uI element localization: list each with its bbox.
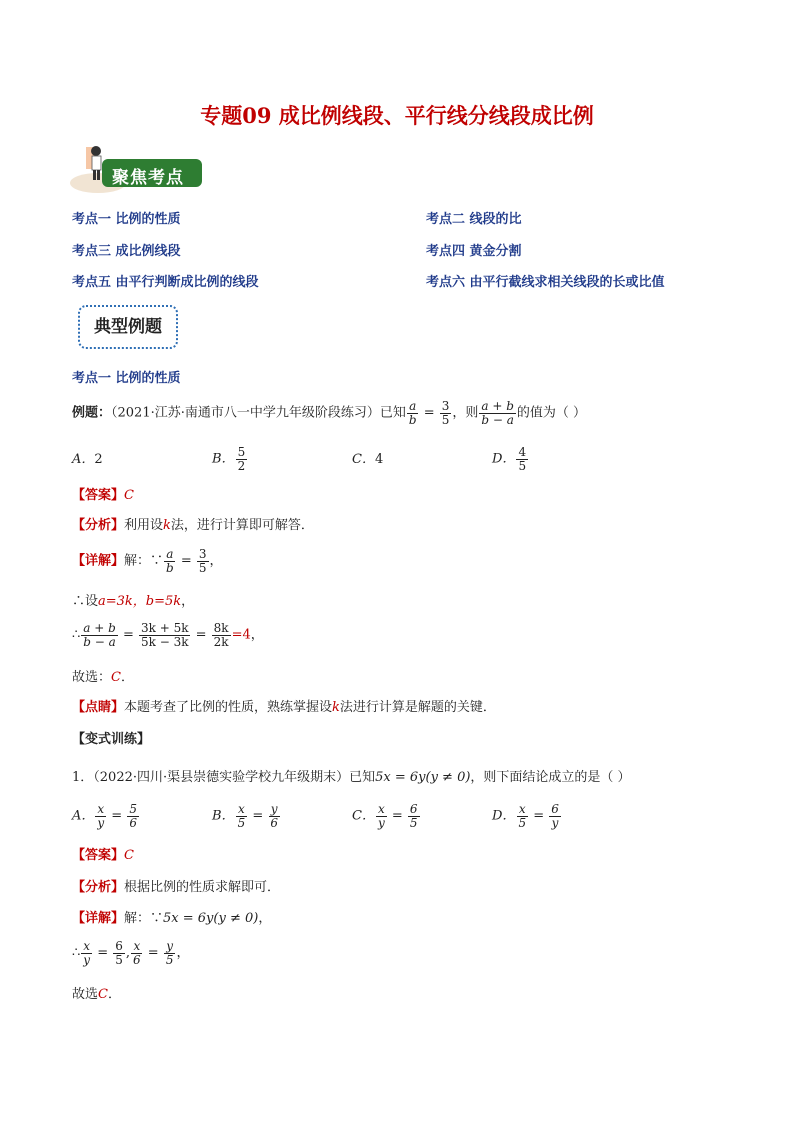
focus-badge: [66, 143, 204, 195]
cond-rhs-fraction: $\frac{3}{5}$: [441, 399, 450, 427]
example-analysis: 【分析】利用设k法，进行计算即可解答．: [72, 518, 314, 533]
q1-choose: 故选C．: [72, 987, 121, 1002]
example-comment: 【点睛】本题考查了比例的性质，熟练掌握设k法进行计算是解题的关键．: [72, 700, 496, 715]
example-step-calc: ∴ $\frac{a + b}{b - a}$ = $\frac{3k + 5k}{5k - 3k}$ = $\frac{8k}{2k}$ =4，: [72, 621, 264, 649]
kaodian-item-5[interactable]: 考点五 由平行判断成比例的线段: [72, 275, 259, 290]
example-source: （2021·江苏·南通市八一中学九年级阶段练习）已知: [111, 405, 406, 421]
example-choose: 故选：C．: [72, 670, 134, 685]
kaodian-item-2[interactable]: 考点二 线段的比: [426, 212, 522, 227]
kaodian-item-1[interactable]: 考点一 比例的性质: [72, 212, 181, 227]
q1-detail: 【详解】解：∵5x = 6y(y ≠ 0)，: [72, 911, 272, 926]
option-a[interactable]: A．2: [72, 451, 103, 467]
example-detail: 【详解】解：∵ $\frac{a}{b}$ = $\frac{3}{5}$ ，: [72, 547, 223, 575]
question-fraction: $\frac{a + b}{b - a}$: [481, 399, 514, 427]
typical-example-box: 典型例题: [78, 305, 178, 349]
kaodian-item-6[interactable]: 考点六 由平行截线求相关线段的长或比值: [426, 275, 665, 290]
example-options: [72, 446, 529, 472]
focus-badge-label: 聚焦考点: [112, 168, 184, 188]
option-b[interactable]: B． $\frac{5}{2}$: [212, 445, 246, 473]
q1-option-a[interactable]: A． $\frac{x}{y}$ = $\frac{5}{6}$: [72, 802, 137, 830]
q1-options: [72, 803, 562, 829]
q1-option-d[interactable]: D． $\frac{x}{5}$ = $\frac{6}{y}$: [492, 802, 559, 830]
q1-analysis: 【分析】根据比例的性质求解即可．: [72, 880, 281, 895]
variant-heading: 【变式训练】: [72, 732, 151, 747]
example-question: 例题：（2021·江苏·南通市八一中学九年级阶段练习）已知 $\frac{a}{b}$ = $\frac{3}{5}$ ，则 $\frac{a + b}{b - a}$ 的值为（ ）: [72, 399, 587, 427]
kaodian-item-3[interactable]: 考点三 成比例线段: [72, 244, 181, 259]
q1-option-c[interactable]: C． $\frac{x}{y}$ = $\frac{6}{5}$: [352, 802, 418, 830]
option-d[interactable]: D． $\frac{4}{5}$: [492, 445, 527, 473]
option-c[interactable]: C．4: [352, 451, 384, 467]
example-step-set: ∴设a=3k，b=5k，: [72, 594, 195, 609]
example-answer: 【答案】C: [72, 488, 134, 503]
q1-option-b[interactable]: B． $\frac{x}{5}$ = $\frac{y}{6}$: [212, 802, 279, 830]
q1-answer: 【答案】C: [72, 848, 134, 863]
cond-lhs-fraction: $\frac{a}{b}$: [408, 399, 417, 427]
q1-step: ∴ $\frac{x}{y}$ = $\frac{6}{5}$ , $\frac{x}{6}$ = $\frac{y}{5}$ ，: [72, 939, 190, 967]
page-title: 专题09 成比例线段、平行线分线段成比例: [200, 103, 594, 128]
kaodian-item-4[interactable]: 考点四 黄金分割: [426, 244, 522, 259]
example-lead: 例题：: [72, 405, 112, 421]
section-heading: 考点一 比例的性质: [72, 371, 181, 386]
q1-stem: 1．（2022·四川·渠县崇德实验学校九年级期末）已知5x = 6y(y ≠ 0)，则下面结论成立的是（ ）: [72, 770, 631, 785]
